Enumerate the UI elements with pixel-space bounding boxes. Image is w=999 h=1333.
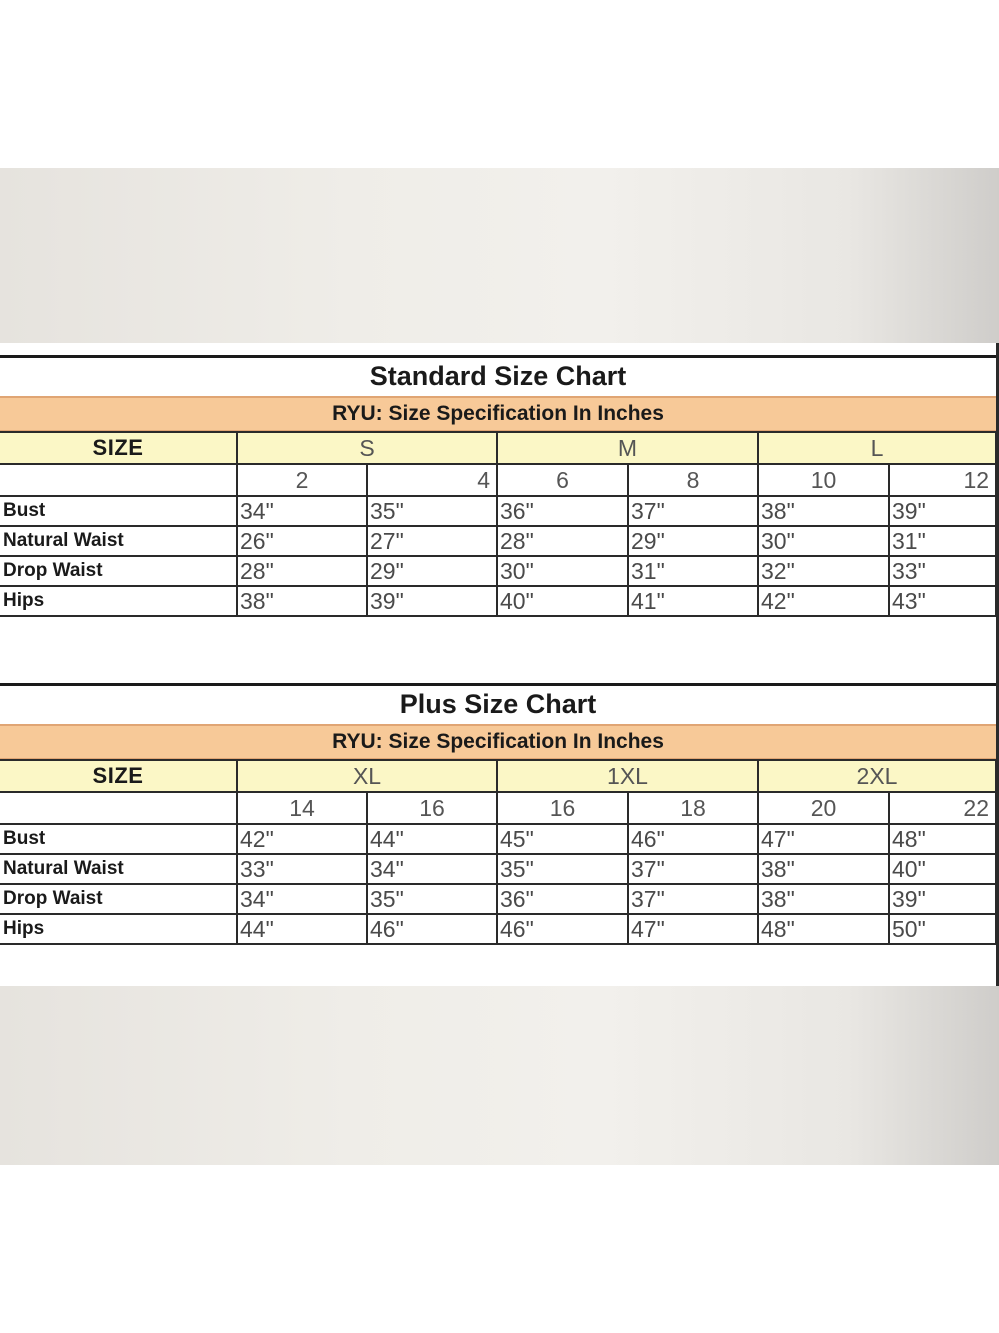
measurement-value: 28" [497,526,628,556]
measurement-value: 39" [889,496,996,526]
measurement-value: 37" [628,884,758,914]
measurement-value: 39" [889,884,996,914]
measurement-value: 41" [628,586,758,616]
measurement-value: 33" [237,854,367,884]
measurement-label: Drop Waist [0,884,237,914]
measurement-value: 36" [497,884,628,914]
size-label: SIZE [0,432,237,464]
size-number: 6 [497,464,628,496]
size-group-m: M [497,432,758,464]
measurement-value: 37" [628,854,758,884]
standard-chart-title: Standard Size Chart [369,361,627,391]
size-number: 2 [237,464,367,496]
measurement-value: 50" [889,914,996,944]
size-number: 16 [367,792,497,824]
measurement-value: 44" [237,914,367,944]
size-group-2xl: 2XL [758,760,996,792]
measurement-row-bust [0,496,996,526]
size-number-blank [0,464,237,496]
measurement-value: 35" [367,496,497,526]
measurement-value: 46" [367,914,497,944]
measurement-label: Hips [0,914,237,944]
measurement-row-drop-waist [0,556,996,586]
measurement-value: 27" [367,526,497,556]
measurement-row-drop-waist [0,884,996,914]
plus-size-table [0,759,997,945]
measurement-label: Bust [0,496,237,526]
measurement-value: 38" [758,496,889,526]
measurement-value: 35" [367,884,497,914]
measurement-label: Drop Waist [0,556,237,586]
measurement-value: 38" [237,586,367,616]
plus-chart-title: Plus Size Chart [399,689,597,719]
size-number: 4 [367,464,497,496]
measurement-value: 30" [758,526,889,556]
size-number: 16 [497,792,628,824]
standard-size-table [0,431,997,617]
measurement-label: Natural Waist [0,854,237,884]
measurement-value: 39" [367,586,497,616]
measurement-value: 34" [237,496,367,526]
measurement-value: 29" [628,526,758,556]
size-number: 8 [628,464,758,496]
measurement-value: 37" [628,496,758,526]
background-band-bottom [0,985,999,1165]
size-group-xl: XL [237,760,497,792]
measurement-value: 45" [497,824,628,854]
background-band-top [0,168,999,346]
measurement-value: 40" [497,586,628,616]
measurement-row-natural-waist [0,526,996,556]
size-number: 22 [889,792,996,824]
measurement-row-hips [0,586,996,616]
measurement-row-hips [0,914,996,944]
size-number: 14 [237,792,367,824]
measurement-value: 42" [758,586,889,616]
measurement-value: 28" [237,556,367,586]
size-number-blank [0,792,237,824]
measurement-value: 31" [628,556,758,586]
measurement-value: 29" [367,556,497,586]
measurement-label: Hips [0,586,237,616]
measurement-value: 47" [628,914,758,944]
size-group-row [0,432,996,464]
size-number: 18 [628,792,758,824]
measurement-value: 38" [758,884,889,914]
measurement-value: 32" [758,556,889,586]
measurement-value: 48" [889,824,996,854]
size-group-1xl: 1XL [497,760,758,792]
measurement-row-bust [0,824,996,854]
measurement-value: 42" [237,824,367,854]
measurement-value: 43" [889,586,996,616]
size-group-l: L [758,432,996,464]
measurement-value: 46" [628,824,758,854]
plus-subtitle-bar: RYU: Size Specification In Inches [0,724,996,760]
measurement-value: 36" [497,496,628,526]
measurement-value: 47" [758,824,889,854]
standard-top-rule [0,355,996,358]
size-number: 12 [889,464,996,496]
measurement-value: 40" [889,854,996,884]
measurement-value: 30" [497,556,628,586]
measurement-value: 34" [237,884,367,914]
size-group-row [0,760,996,792]
measurement-row-natural-waist [0,854,996,884]
measurement-value: 46" [497,914,628,944]
measurement-value: 31" [889,526,996,556]
measurement-label: Natural Waist [0,526,237,556]
size-number: 10 [758,464,889,496]
standard-subtitle-bar: RYU: Size Specification In Inches [0,396,996,432]
size-number-row [0,792,996,824]
size-label: SIZE [0,760,237,792]
measurement-value: 38" [758,854,889,884]
size-chart-sheet [0,343,999,986]
measurement-value: 26" [237,526,367,556]
measurement-value: 35" [497,854,628,884]
size-number: 20 [758,792,889,824]
measurement-value: 33" [889,556,996,586]
size-group-s: S [237,432,497,464]
measurement-value: 44" [367,824,497,854]
measurement-value: 48" [758,914,889,944]
measurement-label: Bust [0,824,237,854]
size-number-row [0,464,996,496]
plus-top-rule [0,683,996,686]
measurement-value: 34" [367,854,497,884]
